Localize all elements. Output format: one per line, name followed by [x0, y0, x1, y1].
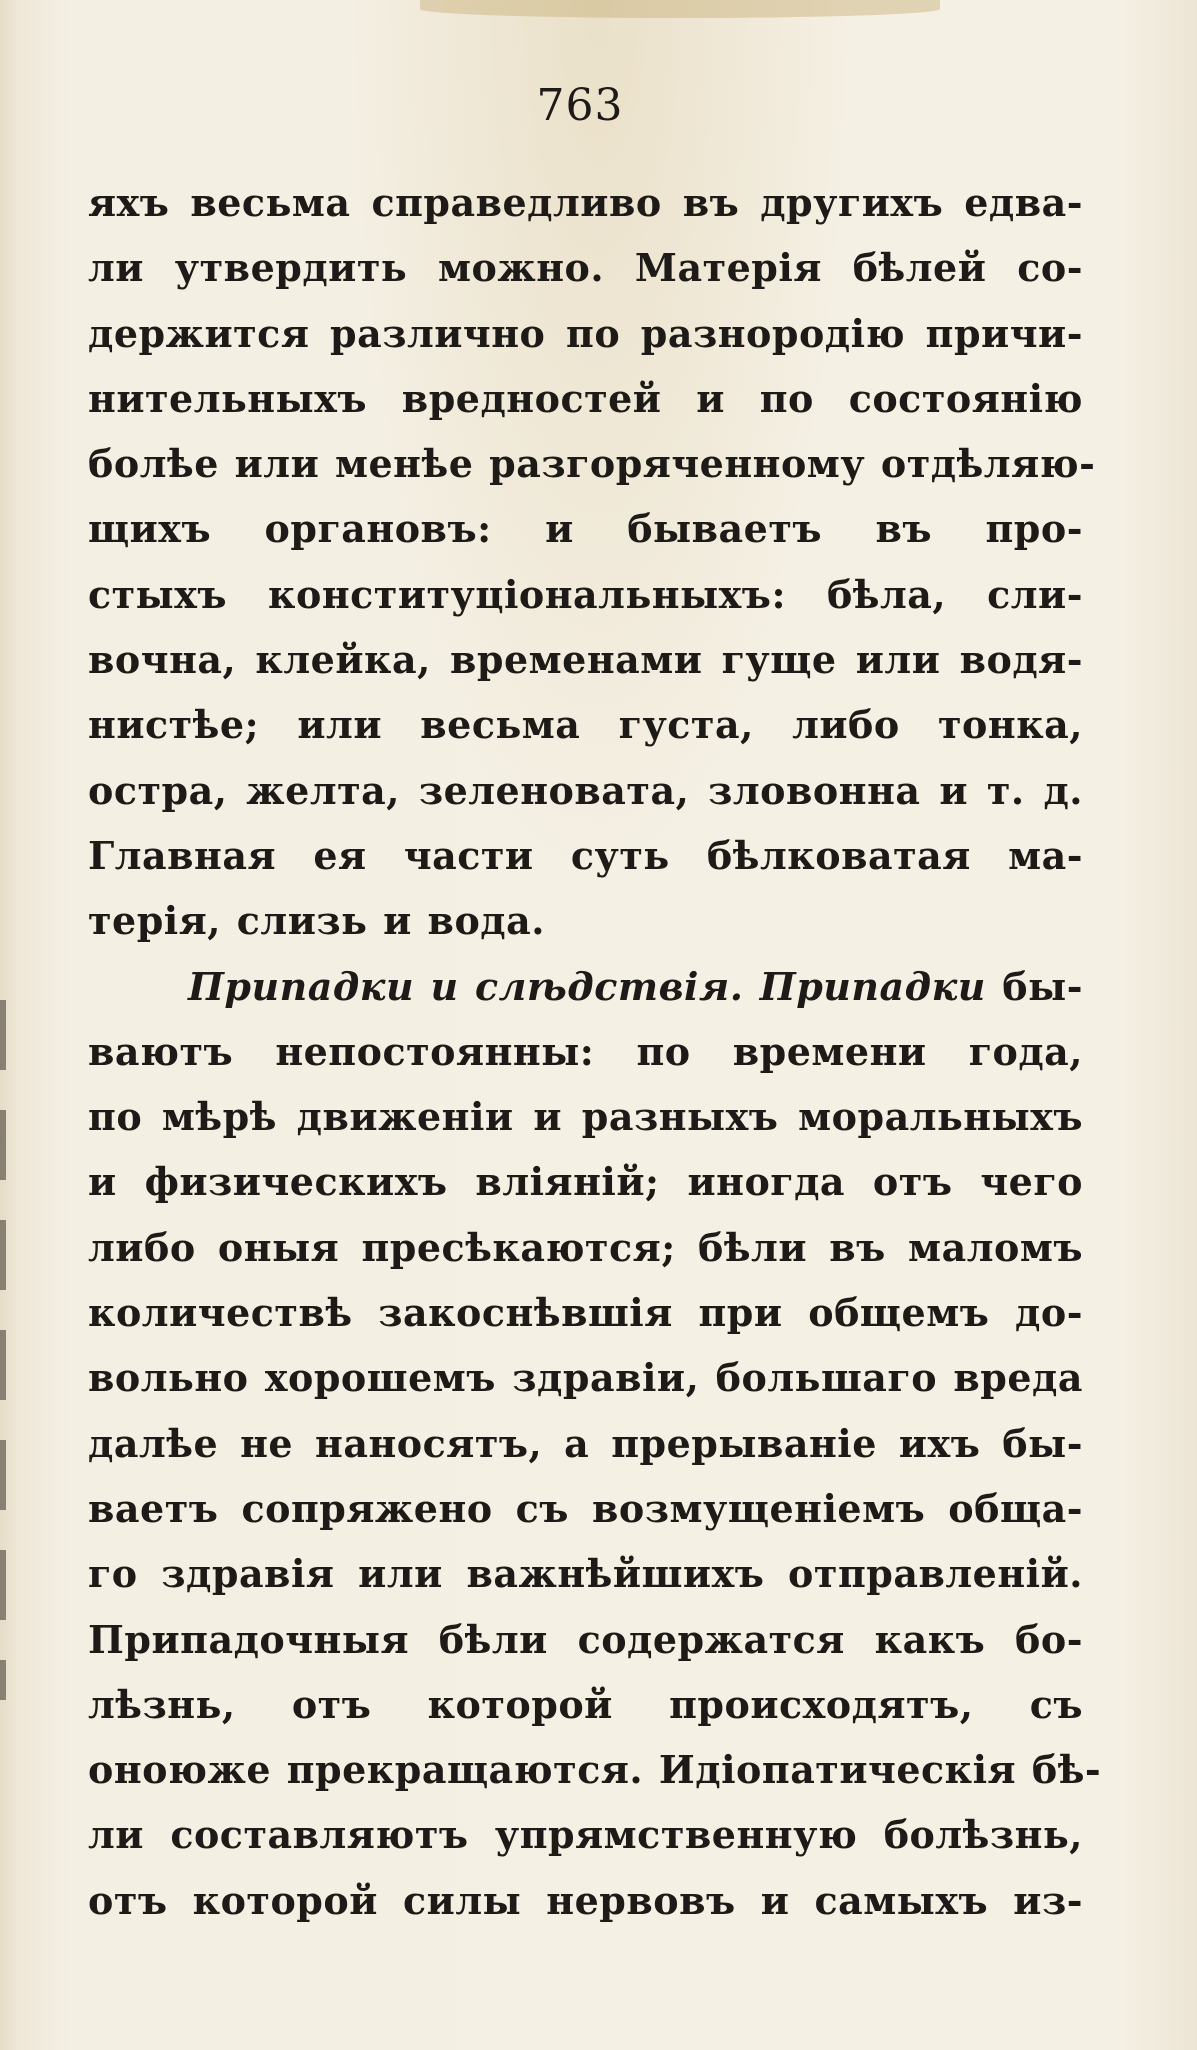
text-line: яхъ весьма справедливо въ другихъ едва-	[88, 180, 1083, 225]
text-line: Припадочныя бѣли содержатся какъ бо-	[88, 1616, 1083, 1662]
text-line: и физическихъ вліяній; иногда отъ чего	[88, 1159, 1083, 1205]
text-line: щихъ органовъ: и бываетъ въ про-	[88, 506, 1083, 552]
text-line: ли составляютъ упрямственную болѣзнь,	[88, 1812, 1083, 1858]
text-line: болѣе или менѣе разгоряченному отдѣляю-	[88, 441, 1096, 487]
text-line: количествѣ закоснѣвшія при общемъ до-	[88, 1290, 1083, 1336]
text-line: держится различно по разнородію причи-	[88, 310, 1083, 356]
page-number: 763	[536, 80, 624, 131]
text-line: нистѣе; или весьма густа, либо тонка,	[88, 702, 1083, 748]
text-line: терія, слизь и вода.	[88, 898, 545, 944]
body-text	[88, 170, 1102, 1933]
text-line: либо оныя пресѣкаются; бѣли въ маломъ	[88, 1224, 1083, 1270]
text-line: вольно хорошемъ здравіи, большаго вреда	[88, 1355, 1083, 1401]
heading-continuation: бы-	[985, 963, 1083, 1009]
text-line: оноюже прекращаются. Идіопатическія бѣ-	[88, 1747, 1102, 1793]
paragraph-1	[88, 170, 1096, 954]
binding-edge	[0, 1000, 6, 1700]
text-line: по мѣрѣ движеніи и разныхъ моральныхъ	[88, 1094, 1083, 1140]
section-heading: Припадки и слѣдствія. Припадки	[188, 963, 986, 1009]
text-line: стыхъ конституціональныхъ: бѣла, сли-	[88, 571, 1083, 617]
section-heading-line	[88, 954, 1083, 1019]
text-line: ваютъ непостоянны: по времени года,	[88, 1028, 1083, 1074]
text-line: лѣзнь, отъ которой происходятъ, съ	[88, 1681, 1083, 1727]
text-line: остра, желта, зеленовата, зловонна и т. д.	[88, 767, 1083, 813]
text-line: ваетъ сопряжено съ возмущеніемъ обща-	[88, 1485, 1083, 1531]
text-line: далѣе не наносятъ, а прерываніе ихъ бы-	[88, 1420, 1083, 1466]
text-line: нительныхъ вредностей и по состоянію	[88, 375, 1083, 421]
paragraph-2	[88, 954, 1102, 1933]
text-line: го здравія или важнѣйшихъ отправленій.	[88, 1551, 1083, 1597]
paper-stain	[420, 0, 940, 18]
text-line: Главная ея части суть бѣлковатая ма-	[88, 832, 1083, 878]
text-line: отъ которой силы нервовъ и самыхъ из-	[88, 1877, 1083, 1923]
text-line: ли утвердить можно. Матерія бѣлей со-	[88, 245, 1083, 291]
text-line: вочна, клейка, временами гуще или водя-	[88, 637, 1083, 683]
